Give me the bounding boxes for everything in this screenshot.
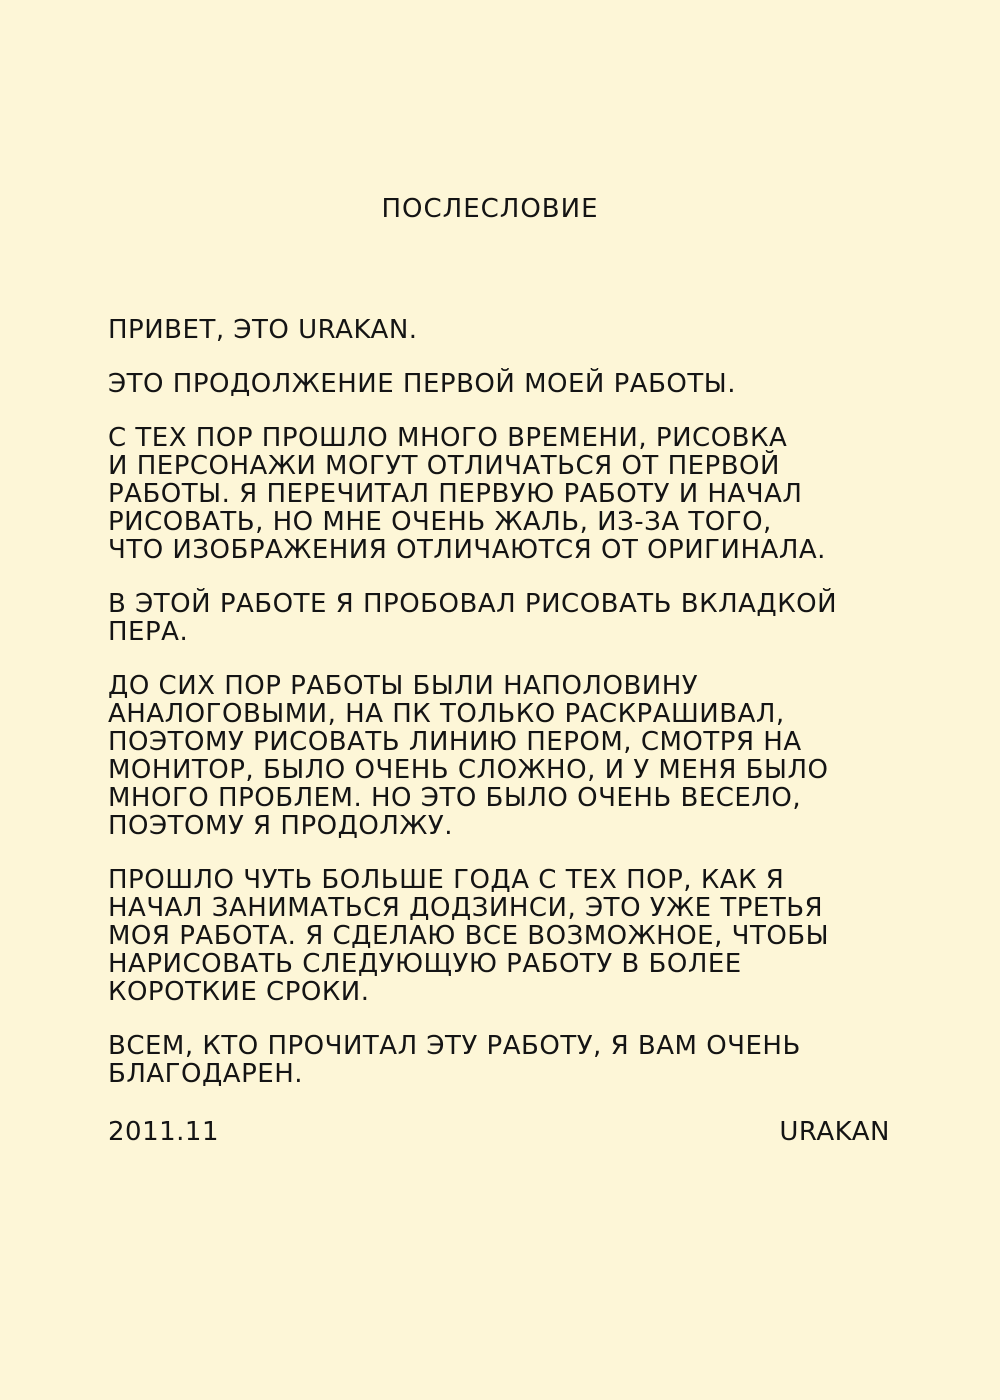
text-line: ПОЭТОМУ Я ПРОДОЛЖУ. (108, 811, 454, 841)
paragraph-analog (108, 672, 938, 840)
afterword-footer (108, 1116, 890, 1148)
paragraph-greeting (108, 316, 938, 344)
date-stamp: 2011.11 (108, 1117, 220, 1147)
text-line: МОНИТОР, БЫЛО ОЧЕНЬ СЛОЖНО, И У МЕНЯ БЫЛО (108, 755, 829, 785)
afterword-body (108, 316, 938, 1114)
author-signature: URAKAN (779, 1117, 890, 1147)
paragraph-continuation (108, 370, 938, 398)
page-title: ПОСЛЕСЛОВИЕ (381, 194, 599, 224)
text-line: С ТЕХ ПОР ПРОШЛО МНОГО ВРЕМЕНИ, РИСОВКА (108, 423, 788, 453)
text-line: ПРОШЛО ЧУТЬ БОЛЬШЕ ГОДА С ТЕХ ПОР, КАК Я (108, 865, 785, 895)
text-line: РАБОТЫ. Я ПЕРЕЧИТАЛ ПЕРВУЮ РАБОТУ И НАЧАЛ (108, 479, 803, 509)
text-line: МОЯ РАБОТА. Я СДЕЛАЮ ВСЕ ВОЗМОЖНОЕ, ЧТОБЫ (108, 921, 830, 951)
text-line: БЛАГОДАРЕН. (108, 1059, 304, 1089)
paragraph-thanks (108, 1032, 938, 1088)
text-line: ВСЕМ, КТО ПРОЧИТАЛ ЭТУ РАБОТУ, Я ВАМ ОЧЕНЬ (108, 1031, 801, 1061)
text-line: ПОЭТОМУ РИСОВАТЬ ЛИНИЮ ПЕРОМ, СМОТРЯ НА (108, 727, 802, 757)
text-line: И ПЕРСОНАЖИ МОГУТ ОТЛИЧАТЬСЯ ОТ ПЕРВОЙ (108, 451, 780, 481)
paragraph-time-passed (108, 424, 938, 564)
text-line: ЧТО ИЗОБРАЖЕНИЯ ОТЛИЧАЮТСЯ ОТ ОРИГИНАЛА. (108, 535, 826, 565)
text-line: НАЧАЛ ЗАНИМАТЬСЯ ДОДЗИНСИ, ЭТО УЖЕ ТРЕТЬЯ (108, 893, 824, 923)
text-line: ДО СИХ ПОР РАБОТЫ БЫЛИ НАПОЛОВИНУ (108, 671, 699, 701)
text-line: НАРИСОВАТЬ СЛЕДУЮЩУЮ РАБОТУ В БОЛЕЕ (108, 949, 742, 979)
text-line: ПЕРА. (108, 617, 189, 647)
paragraph-third-work (108, 866, 938, 1006)
paragraph-pen-tab (108, 590, 938, 646)
text-line: МНОГО ПРОБЛЕМ. НО ЭТО БЫЛО ОЧЕНЬ ВЕСЕЛО, (108, 783, 802, 813)
text-line: КОРОТКИЕ СРОКИ. (108, 977, 370, 1007)
text-line: В ЭТОЙ РАБОТЕ Я ПРОБОВАЛ РИСОВАТЬ ВКЛАДКОЙ (108, 589, 838, 619)
text-line: ЭТО ПРОДОЛЖЕНИЕ ПЕРВОЙ МОЕЙ РАБОТЫ. (108, 369, 736, 399)
text-line: ПРИВЕТ, ЭТО URAKAN. (108, 315, 418, 345)
text-line: АНАЛОГОВЫМИ, НА ПК ТОЛЬКО РАСКРАШИВАЛ, (108, 699, 785, 729)
text-line: РИСОВАТЬ, НО МНЕ ОЧЕНЬ ЖАЛЬ, ИЗ-ЗА ТОГО, (108, 507, 772, 537)
